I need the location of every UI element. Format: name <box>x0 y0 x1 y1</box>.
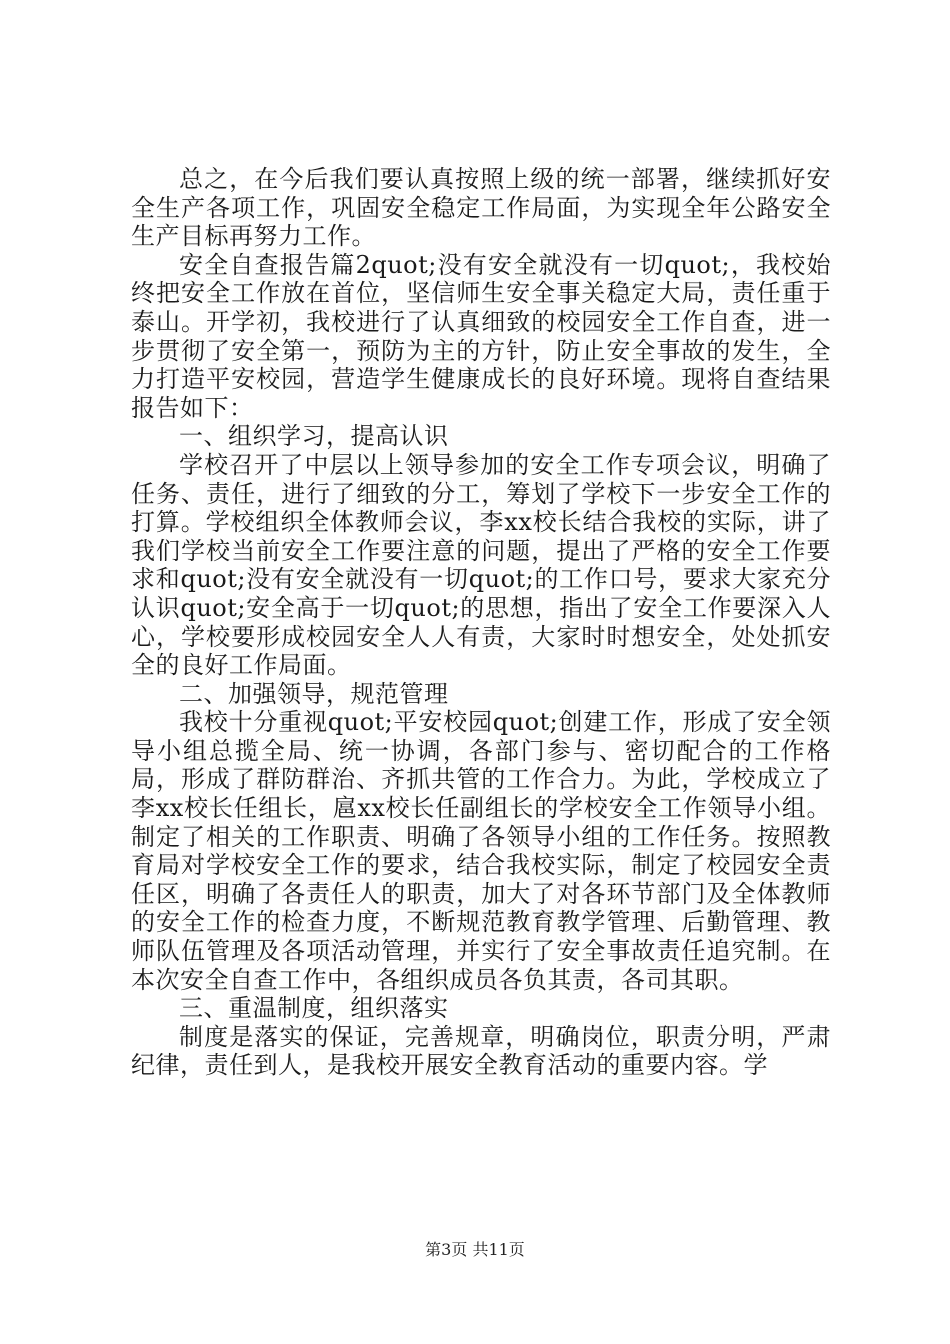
document-body <box>131 165 831 1080</box>
section-heading-3: 三、重温制度，组织落实 <box>179 994 449 1023</box>
paragraph-section-3: 制度是落实的保证，完善规章，明确岗位，职责分明，严肃纪律，责任到人，是我校开展安全教育活动的重要内容。学 <box>131 1022 831 1080</box>
section-heading-1: 一、组织学习，提高认识 <box>179 422 449 451</box>
paragraph-conclusion: 总之，在今后我们要认真按照上级的统一部署，继续抓好安全生产各项工作，巩固安全稳定工作局面，为实现全年公路安全生产目标再努力工作。 <box>131 165 831 251</box>
paragraph-section-2: 我校十分重视quot;平安校园quot;创建工作，形成了安全领导小组总揽全局、统一协调，各部门参与、密切配合的工作格局，形成了群防群治、齐抓共管的工作合力。为此，学校成立了李xx校长任组长，扈xx校长任副组长的学校安全工作领导小组。制定了相关的工作职责、明确了各领导小组的工作任务。按照教育局对学校安全工作的要求，结合我校实际，制定了校园安全责任区，明确了各责任人的职责，加大了对各环节部门及全体教师的安全工作的检查力度，不断规范教育教学管理、后勤管理、教师队伍管理及各项活动管理，并实行了安全事故责任追究制。在本次安全自查工作中，各组织成员各负其责，各司其职。 <box>131 708 831 994</box>
section-heading-2: 二、加强领导，规范管理 <box>179 679 449 708</box>
paragraph-report-intro: 安全自查报告篇2quot;没有安全就没有一切quot;，我校始终把安全工作放在首位，坚信师生安全事关稳定大局，责任重于泰山。开学初，我校进行了认真细致的校园安全工作自查，进一步贯彻了安全第一，预防为主的方针，防止安全事故的发生，全力打造平安校园，营造学生健康成长的良好环境。现将自查结果报告如下： <box>131 250 831 422</box>
paragraph-section-1: 学校召开了中层以上领导参加的安全工作专项会议，明确了任务、责任，进行了细致的分工，筹划了学校下一步安全工作的打算。学校组织全体教师会议，李xx校长结合我校的实际，讲了我们学校当前安全工作要注意的问题，提出了严格的安全工作要求和quot;没有安全就没有一切quot;的工作口号，要求大家充分认识quot;安全高于一切quot;的思想，指出了安全工作要深入人心，学校要形成校园安全人人有责，大家时时想安全，处处抓安全的良好工作局面。 <box>131 450 831 680</box>
page-number-footer: 第3页 共11页 <box>425 1240 525 1259</box>
